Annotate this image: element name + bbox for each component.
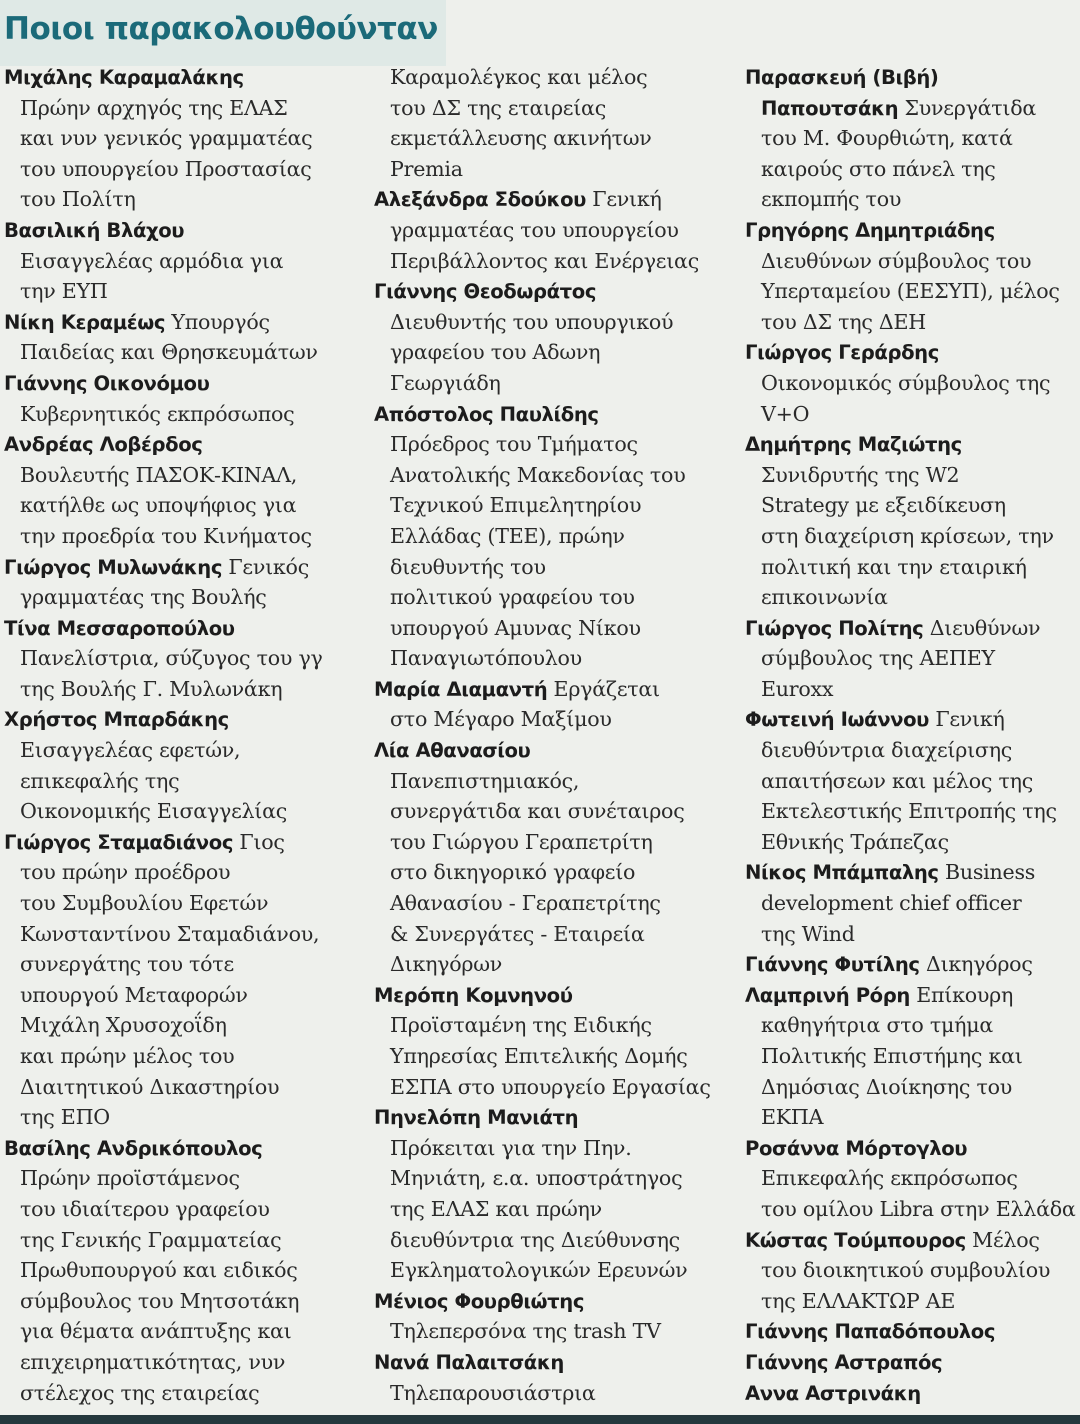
person-name: Νίκος Μπάμπαλης [745, 861, 939, 885]
description-line: Strategy με εξειδίκευση [761, 493, 1006, 518]
description-line: γραμματέας της Βουλής [20, 585, 267, 610]
description-line: Παιδείας και Θρησκευμάτων [20, 340, 318, 365]
description-line: πολιτική και την εταιρική [761, 554, 1027, 579]
person-entry [745, 337, 1080, 429]
person-name: Αννα Αστρινάκη [745, 1381, 921, 1405]
person-entry [374, 1347, 734, 1408]
description-line: συνεργάτιδα και συνέταιρος [390, 799, 685, 824]
description-line: Τηλεπαρουσιάστρια [390, 1380, 596, 1405]
entry-heading-line [745, 704, 1080, 735]
entry-heading-line [4, 613, 374, 644]
person-entry [745, 429, 1080, 613]
description-line: του πρώην προέδρου [20, 860, 231, 885]
description-text: Μέλος [972, 1227, 1040, 1252]
person-entry [374, 184, 734, 276]
description-line: Διευθύνων σύμβουλος του [761, 248, 1032, 273]
person-entry [745, 62, 1080, 93]
description-line: Ελλάδας (ΤΕΕ), πρώην [390, 523, 625, 548]
person-entry [745, 1133, 1080, 1225]
description-line: στη διαχείριση κρίσεων, την [761, 523, 1054, 548]
description-line: στέλεχος της εταιρείας [20, 1380, 260, 1405]
bottom-bar [0, 1415, 1080, 1424]
description-line: Οικονομικής Εισαγγελίας [20, 799, 288, 824]
headline-box [0, 0, 446, 66]
description-line: του ΔΣ της ΔΕΗ [761, 309, 927, 334]
description-line: Euroxx [761, 676, 834, 701]
description-line: της Γενικής Γραμματείας [20, 1227, 282, 1252]
description-line: Κυβερνητικός εκπρόσωπος [20, 401, 295, 426]
person-entry [745, 1225, 1080, 1317]
entry-heading-line [745, 62, 1080, 93]
description-line: Εκτελεστικής Επιτροπής της [761, 799, 1057, 824]
description-text: Δικηγόρος [925, 952, 1033, 977]
description-line: Πρωθυπουργού και ειδικός [20, 1258, 298, 1283]
description-text: Εργάζεται [553, 676, 660, 701]
description-line: Εισαγγελέας αρμόδια για [20, 248, 284, 273]
description-line: γραφείου του Αδωνη [390, 340, 601, 365]
entry-heading-line [745, 337, 1080, 368]
description-line: Εγκληματολογικών Ερευνών [390, 1258, 688, 1283]
description-line: της Wind [761, 921, 855, 946]
person-entry [745, 980, 1080, 1133]
person-entry [745, 704, 1080, 857]
person-entry [745, 93, 1080, 215]
description-line: Προϊσταμένη της Ειδικής [390, 1013, 652, 1038]
description-line: Περιβάλλοντος και Ενέργειας [390, 248, 699, 273]
person-name: Γιάννης Θεοδωράτος [374, 280, 597, 304]
description-text: Επίκουρη [916, 982, 1014, 1007]
description-line: συνεργάτης του τότε [20, 952, 234, 977]
entry-heading-line [374, 1286, 734, 1317]
person-name: Μιχάλης Καραμαλάκης [4, 66, 244, 89]
description-line: επικοινωνία [761, 585, 888, 610]
description-line: Υπερταμείου (ΕΕΣΥΠ), μέλος [761, 279, 1060, 304]
person-name: Αλεξάνδρα Σδούκου [374, 188, 586, 212]
person-entry [4, 368, 374, 429]
person-entry [374, 735, 734, 980]
description-line: Δημόσιας Διοίκησης του [761, 1074, 1013, 1099]
description-line: του ΔΣ της εταιρείας [390, 95, 606, 120]
entry-heading-line [374, 184, 734, 215]
description-line: Πολιτικής Επιστήμης και [761, 1044, 1023, 1068]
description-line: Καραμολέγκος και μέλος [390, 65, 648, 89]
description-line: του διοικητικού συμβουλίου [761, 1258, 1051, 1283]
entry-heading-line [745, 93, 1080, 124]
description-line: Διαιτητικού Δικαστηρίου [20, 1074, 280, 1099]
description-line: της ΕΛΑΣ και πρώην [390, 1196, 602, 1221]
person-name: Λία Αθανασίου [374, 739, 531, 763]
person-entry [4, 307, 374, 368]
description-line: εκπομπής του [761, 187, 902, 212]
description-line: της ΕΛΛΑΚΤΩΡ ΑΕ [761, 1288, 956, 1313]
description-line: Επικεφαλής εκπρόσωπος [761, 1166, 1018, 1191]
person-entry [745, 1378, 1080, 1409]
page-title: Ποιοι παρακολουθούνταν [4, 11, 438, 47]
person-entry [745, 613, 1080, 705]
entry-heading-line [745, 1347, 1080, 1378]
person-name: Λαμπρινή Ρόρη [745, 983, 910, 1007]
description-line: υπουργού Μεταφορών [20, 982, 248, 1007]
entry-heading-line [4, 704, 374, 735]
entry-heading-line [374, 276, 734, 307]
description-line: του Γιώργου Γεραπετρίτη [390, 829, 653, 854]
entry-heading-line [745, 215, 1080, 246]
description-line: Πρόεδρος του Τμήματος [390, 432, 638, 457]
description-text: Γενικός [228, 554, 309, 579]
entry-heading-line [745, 1316, 1080, 1347]
description-line: διευθύντρια της Διεύθυνσης [390, 1227, 680, 1252]
person-entry [4, 1133, 374, 1408]
column-1 [4, 62, 374, 1408]
entry-heading-line [4, 429, 374, 460]
person-entry [745, 215, 1080, 337]
description-line: καιρούς στο πάνελ της [761, 156, 996, 181]
description-line: Πρώην προϊστάμενος [20, 1166, 240, 1191]
description-line: εκμετάλλευσης ακινήτων [390, 126, 652, 151]
entry-heading-line [745, 429, 1080, 460]
description-line: σύμβουλος της ΑΕΠΕΥ [761, 646, 995, 671]
person-name: Παπουτσάκη [761, 96, 899, 120]
description-line: Πρώην αρχηγός της ΕΛΑΣ [20, 95, 288, 120]
description-line: και πρώην μέλος του [20, 1044, 235, 1068]
person-name: Βασίλης Ανδρικόπουλος [4, 1136, 263, 1160]
description-line: την ΕΥΠ [20, 279, 108, 304]
description-text: Business [944, 860, 1036, 885]
description-line: του Πολίτη [20, 187, 136, 212]
description-line: Γεωργιάδη [390, 370, 501, 395]
entry-heading-line [4, 552, 374, 583]
entry-heading-line [374, 674, 734, 705]
entry-heading-line [745, 1378, 1080, 1409]
description-line: development chief officer [761, 891, 1022, 916]
person-entry [4, 62, 374, 215]
person-name: Κώστας Τούμπουρος [745, 1228, 966, 1252]
entry-heading-line [374, 735, 734, 766]
person-name: Νανά Παλαιτσάκη [374, 1350, 564, 1374]
description-line: υπουργού Αμυνας Νίκου [390, 615, 641, 640]
description-line: και νυν γενικός γραμματέας [20, 126, 313, 151]
entry-heading-line [374, 399, 734, 430]
person-name: Δημήτρης Μαζιώτης [745, 433, 962, 457]
description-line: επικεφαλής της [20, 768, 180, 793]
description-text: Γενική [935, 707, 1005, 732]
description-line: Premia [390, 156, 463, 181]
person-entry [745, 949, 1080, 980]
description-line: Πανελίστρια, σύζυγος του γγ [20, 646, 323, 671]
description-line: στο Μέγαρο Μαξίμου [390, 707, 612, 732]
description-line: στο δικηγορικό γραφείο [390, 860, 636, 885]
person-name: Γιάννης Αστραπός [745, 1350, 943, 1374]
description-line: V+O [761, 401, 810, 426]
person-entry [745, 1347, 1080, 1378]
person-entry [4, 552, 374, 613]
entry-heading-line [4, 1133, 374, 1164]
person-name: Γιάννης Φυτίλης [745, 953, 920, 977]
description-line: γραμματέας του υπουργείου [390, 217, 679, 242]
person-name: Γιάννης Παπαδόπουλος [745, 1320, 996, 1344]
description-line: επιχειρηματικότητας, νυν [20, 1349, 286, 1374]
person-entry [745, 857, 1080, 949]
description-line: Πρόκειται για την Πην. [390, 1135, 632, 1160]
person-name: Παρασκευή (Βιβή) [745, 66, 939, 89]
entry-heading-line [4, 368, 374, 399]
description-text: Γενική [592, 187, 662, 212]
description-line: & Συνεργάτες - Εταιρεία [390, 921, 645, 946]
entry-heading-line [4, 215, 374, 246]
description-text: Γιος [239, 829, 285, 854]
person-name: Απόστολος Παυλίδης [374, 402, 599, 426]
person-entry [374, 62, 734, 184]
description-line: καθηγήτρια στο τμήμα [761, 1013, 993, 1038]
person-entry [374, 276, 734, 398]
person-name: Μένιος Φουρθιώτης [374, 1289, 585, 1313]
person-entry [4, 429, 374, 551]
person-entry [374, 1102, 734, 1286]
description-line: Ανατολικής Μακεδονίας του [390, 462, 686, 487]
description-line: ΕΣΠΑ στο υπουργείο Εργασίας [390, 1074, 711, 1099]
description-line: του Συμβουλίου Εφετών [20, 891, 269, 916]
description-line: σύμβουλος του Μητσοτάκη [20, 1288, 300, 1313]
person-name: Γιάννης Οικονόμου [4, 371, 210, 395]
description-line: ΕΚΠΑ [761, 1105, 824, 1130]
description-line: Βουλευτής ΠΑΣΟΚ-ΚΙΝΑΛ, [20, 462, 298, 487]
person-entry [4, 827, 374, 1133]
person-name: Μερόπη Κομνηνού [374, 983, 573, 1007]
description-line: Τηλεπερσόνα της trash TV [390, 1319, 661, 1344]
description-line: Οικονομικός σύμβουλος της [761, 370, 1051, 395]
person-entry [374, 399, 734, 674]
person-entry [4, 704, 374, 826]
description-line: Υπηρεσίας Επιτελικής Δομής [390, 1044, 688, 1068]
entry-heading-line [745, 857, 1080, 888]
description-line: απαιτήσεων και μέλος της [761, 768, 1033, 793]
description-line: του ιδιαίτερου γραφείου [20, 1196, 270, 1221]
description-line: Τεχνικού Επιμελητηρίου [390, 493, 642, 518]
description-line: Μηνιάτη, ε.α. υποστράτηγος [390, 1166, 683, 1191]
description-line: Μιχάλη Χρυσοχοΐδη [20, 1013, 227, 1038]
person-name: Γιώργος Πολίτης [745, 616, 924, 640]
person-name: Ροσάννα Μόρτογλου [745, 1136, 968, 1160]
description-text: Συνεργάτιδα [904, 95, 1037, 120]
person-name: Τίνα Μεσσαροπούλου [4, 616, 235, 640]
description-line: Διευθυντής του υπουργικού [390, 309, 674, 334]
description-line: της Βουλής Γ. Μυλωνάκη [20, 676, 283, 701]
entry-heading-line [374, 980, 734, 1011]
description-text: Διευθύνων [929, 615, 1041, 640]
description-line: του ομίλου Libra στην Ελλάδα [761, 1196, 1076, 1221]
description-line: του υπουργείου Προστασίας [20, 156, 312, 181]
entry-heading-line [374, 1347, 734, 1378]
description-text: Υπουργός [171, 309, 270, 334]
person-name: Γιώργος Γεράρδης [745, 341, 939, 365]
entry-heading-line [745, 949, 1080, 980]
person-name: Γιώργος Μυλωνάκης [4, 555, 223, 579]
person-name: Γρηγόρης Δημητριάδης [745, 218, 995, 242]
person-entry [374, 674, 734, 735]
entry-heading-line [374, 1102, 734, 1133]
description-line: Εθνικής Τράπεζας [761, 829, 949, 854]
description-line: Πανεπιστημιακός, [390, 768, 580, 793]
person-name: Φωτεινή Ιωάννου [745, 708, 930, 732]
description-line: Εισαγγελέας εφετών, [20, 738, 241, 763]
entry-heading-line [745, 1225, 1080, 1256]
person-entry [374, 1286, 734, 1347]
description-line: Αθανασίου - Γεραπετρίτης [390, 891, 661, 916]
entry-heading-line [4, 62, 374, 93]
description-line: κατήλθε ως υποψήφιος για [20, 493, 297, 518]
description-line: πολιτικού γραφείου του [390, 585, 635, 610]
person-name: Βασιλική Βλάχου [4, 218, 185, 242]
description-line: διευθύντρια διαχείρισης [761, 738, 1013, 763]
person-name: Μαρία Διαμαντή [374, 677, 548, 701]
person-name: Ανδρέας Λοβέρδος [4, 433, 203, 457]
column-2 [374, 62, 734, 1408]
person-name: Γιώργος Σταμαδιάνος [4, 830, 234, 854]
description-line: διευθυντής του [390, 554, 546, 579]
person-entry [4, 215, 374, 307]
entry-heading-line [745, 613, 1080, 644]
description-line: Συνιδρυτής της W2 [761, 462, 960, 487]
person-name: Πηνελόπη Μανιάτη [374, 1106, 579, 1130]
person-name: Χρήστος Μπαρδάκης [4, 708, 229, 732]
person-entry [374, 980, 734, 1102]
entry-heading-line [4, 307, 374, 338]
entry-heading-line [745, 980, 1080, 1011]
description-line: Κωνσταντίνου Σταμαδιάνου, [20, 921, 320, 946]
description-line: του Μ. Φουρθιώτη, κατά [761, 126, 1013, 151]
description-line: για θέματα ανάπτυξης και [20, 1319, 292, 1344]
description-line: Δικηγόρων [390, 952, 503, 977]
description-line: της ΕΠΟ [20, 1105, 110, 1130]
column-3 [745, 62, 1080, 1408]
description-line: την προεδρία του Κινήματος [20, 523, 312, 548]
description-line: Παναγιωτόπουλου [390, 646, 582, 671]
entry-heading-line [4, 827, 374, 858]
person-name: Νίκη Κεραμέως [4, 310, 166, 334]
entry-heading-line [745, 1133, 1080, 1164]
person-entry [745, 1316, 1080, 1347]
person-entry [4, 613, 374, 705]
